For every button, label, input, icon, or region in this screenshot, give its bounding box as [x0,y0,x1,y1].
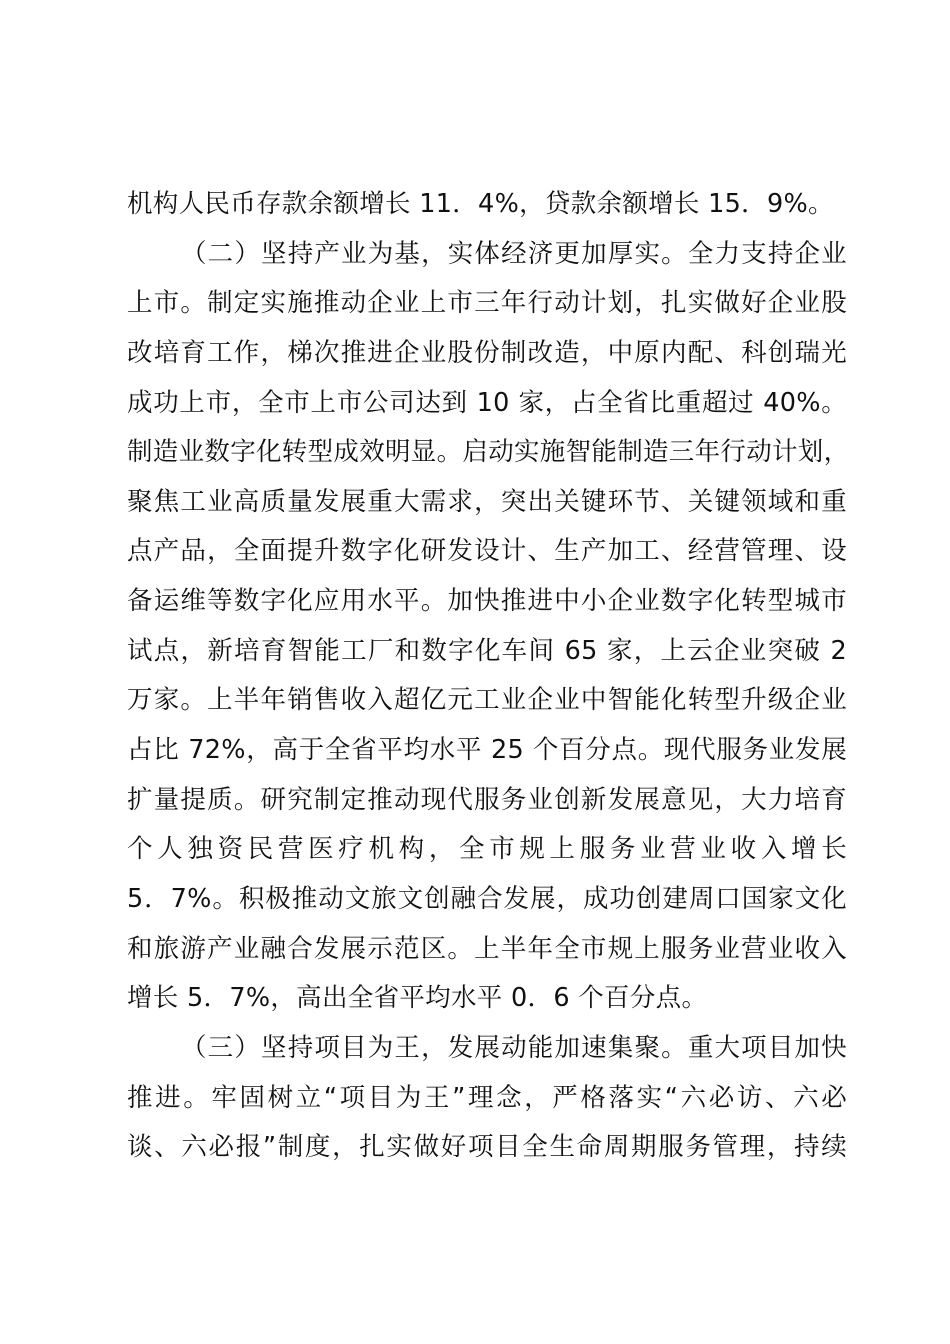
text-line-5: 成功上市，全市上市公司达到 10 家，占全省比重超过 40%。 [127,387,847,418]
text-line-7: 聚焦工业高质量发展重大需求，突出关键环节、关键领域和重 [127,486,847,517]
text-line-12: 占比 72%，高于全省平均水平 25 个百分点。现代服务业发展 [127,735,847,766]
text-line-9: 备运维等数字化应用水平。加快推进中小企业数字化转型城市 [127,586,847,617]
text-line-15: 5．7%。积极推动文旅文创融合发展，成功创建周口国家文化 [127,883,847,914]
text-line-11: 万家。上半年销售收入超亿元工业企业中智能化转型升级企业 [127,685,847,716]
text-line-8: 点产品，全面提升数字化研发设计、生产加工、经营管理、设 [127,536,847,567]
text-line-20: 谈、六必报”制度，扎实做好项目全生命周期服务管理，持续 [127,1132,847,1163]
text-line-3: 上市。制定实施推动企业上市三年行动计划，扎实做好企业股 [127,288,847,319]
text-line-6: 制造业数字化转型成效明显。启动实施智能制造三年行动计划， [127,437,850,468]
text-line-1: 机构人民币存款余额增长 11．4%，贷款余额增长 15．9%。 [127,189,834,219]
text-line-14: 个人独资民营医疗机构，全市规上服务业营业收入增长 [127,834,847,865]
text-line-4: 改培育工作，梯次推进企业股份制改造，中原内配、科创瑞光 [127,337,847,368]
text-line-17: 增长 5．7%，高出全省平均水平 0．6 个百分点。 [127,983,708,1014]
body-text [127,180,850,1173]
text-line-19: 推进。牢固树立“项目为王”理念，严格落实“六必访、六必 [127,1082,847,1113]
text-line-16: 和旅游产业融合发展示范区。上半年全市规上服务业营业收入 [127,933,847,964]
text-line-10: 试点，新培育智能工厂和数字化车间 65 家，上云企业突破 2 [127,635,847,666]
text-line-2: （二）坚持产业为基，实体经济更加厚实。全力支持企业 [181,238,847,269]
text-line-18: （三）坚持项目为王，发展动能加速集聚。重大项目加快 [181,1032,847,1063]
text-line-13: 扩量提质。研究制定推动现代服务业创新发展意见，大力培育 [127,784,847,815]
